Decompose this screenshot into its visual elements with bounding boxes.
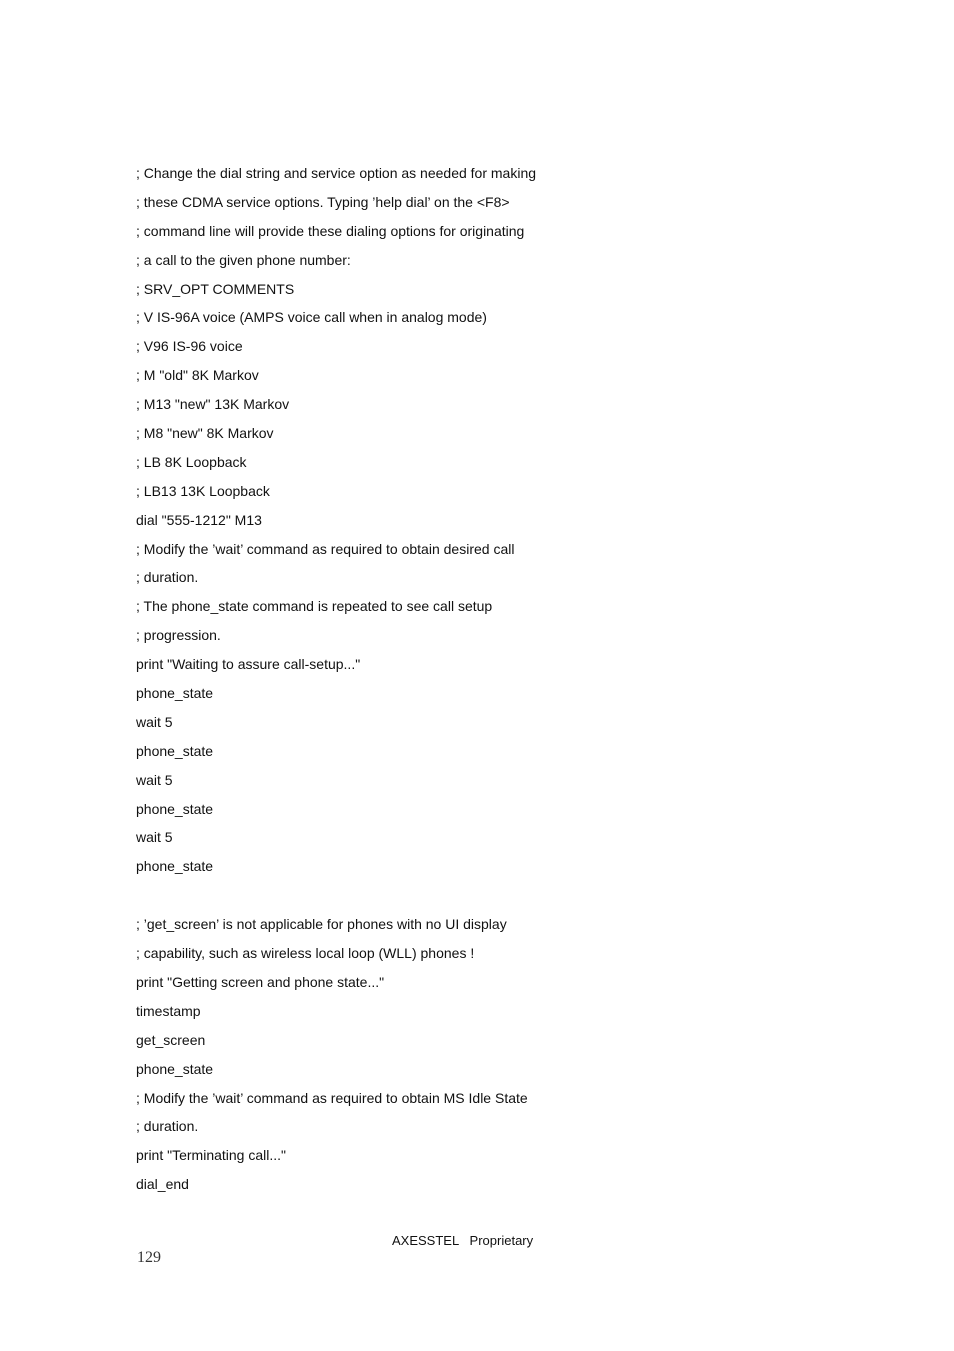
script-line: ; SRV_OPT COMMENTS [136, 280, 295, 297]
script-line: timestamp [136, 1002, 201, 1019]
script-line: get_screen [136, 1031, 206, 1048]
script-line: ; a call to the given phone number: [136, 251, 351, 268]
script-line: ; V96 IS-96 voice [136, 338, 243, 355]
script-line: ; V IS-96A voice (AMPS voice call when in analog mode) [136, 309, 487, 326]
script-line: ; The phone_state command is repeated to see call setup [136, 598, 493, 615]
script-line: phone_state [136, 858, 214, 875]
script-line: ; Modify the ’wait’ command as required to obtain MS Idle State [136, 1089, 528, 1106]
script-line: ; capability, such as wireless local loop (WLL) phones ! [136, 945, 475, 962]
script-line: ; M "old" 8K Markov [136, 367, 259, 384]
script-line: phone_state [136, 800, 214, 817]
script-listing [136, 163, 536, 1203]
script-line: phone_state [136, 685, 214, 702]
script-line: print "Terminating call..." [136, 1147, 286, 1164]
script-line: ; M8 "new" 8K Markov [136, 425, 274, 442]
blank-line [136, 885, 536, 914]
script-line: wait 5 [136, 829, 173, 846]
script-line: print "Getting screen and phone state..." [136, 973, 385, 990]
footer-proprietary: AXESSTEL Proprietary [392, 1233, 534, 1248]
script-line: dial_end [136, 1176, 189, 1193]
script-line: phone_state [136, 742, 214, 759]
script-line: wait 5 [136, 713, 173, 730]
script-line: ; Change the dial string and service option as needed for making [136, 165, 537, 181]
script-line: print "Waiting to assure call-setup..." [136, 656, 361, 673]
script-line: ; LB 8K Loopback [136, 453, 247, 470]
script-line: dial "555-1212" M13 [136, 511, 262, 528]
script-line: ; LB13 13K Loopback [136, 482, 270, 499]
script-line: wait 5 [136, 771, 173, 788]
script-line: ; progression. [136, 627, 221, 644]
script-line: phone_state [136, 1060, 214, 1077]
page-number: 129 [137, 1249, 161, 1266]
script-line: ; these CDMA service options. Typing ’help dial’ on the <F8> [136, 193, 510, 210]
script-line: ; duration. [136, 569, 199, 586]
script-line: ; Modify the ’wait’ command as required to obtain desired call [136, 540, 515, 557]
script-line: ; command line will provide these dialing options for originating [136, 222, 525, 239]
script-line: ; ’get_screen’ is not applicable for phones with no UI display [136, 916, 507, 933]
script-line: ; M13 "new" 13K Markov [136, 396, 290, 413]
script-line: ; duration. [136, 1118, 199, 1135]
